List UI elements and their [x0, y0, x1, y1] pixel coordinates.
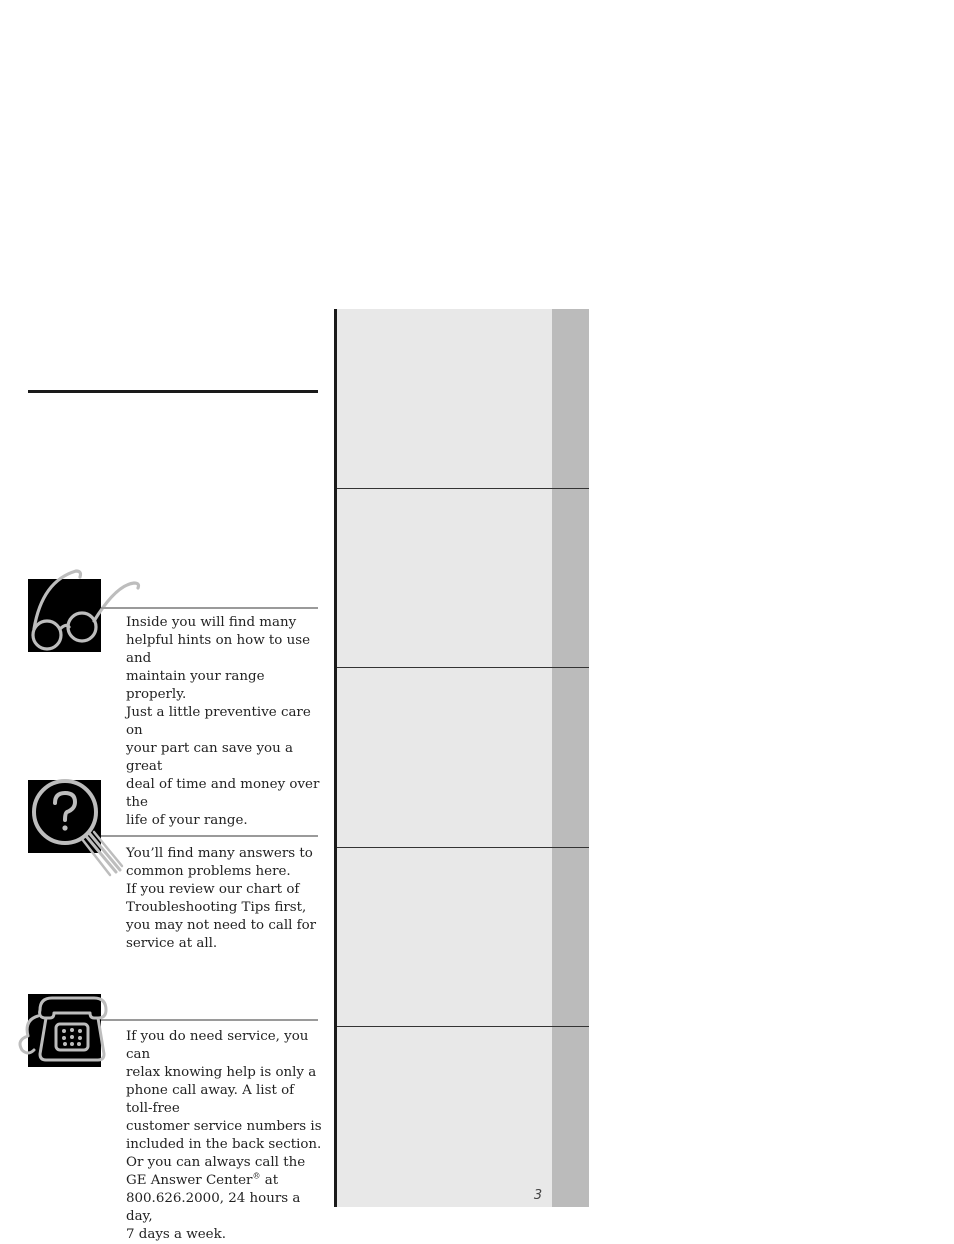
tab-column-dark: [552, 309, 589, 1207]
section-rule: [101, 835, 318, 837]
text-line: Just a little preventive care on: [126, 705, 311, 738]
tab-column-light: [337, 309, 552, 1207]
phone-line: 800.626.2000, 24 hours a day,: [126, 1191, 301, 1224]
eyeglasses-icon: [28, 579, 101, 652]
text-line: service at all.: [126, 936, 218, 951]
text-line: deal of time and money over the: [126, 777, 320, 810]
section-rule: [101, 607, 318, 609]
top-rule: [28, 390, 318, 393]
magnifier-question-icon: [28, 780, 101, 853]
service-paragraph: [126, 1028, 322, 1244]
tab-divider: [337, 488, 589, 489]
text-line: If you do need service, you can: [126, 1029, 309, 1062]
text-line: If you review our chart of: [126, 882, 300, 897]
care-paragraph: [126, 614, 322, 830]
text-line: relax knowing help is only a: [126, 1065, 317, 1080]
text-line: You’ll find many answers to: [126, 846, 313, 861]
text-line: your part can save you a great: [126, 741, 293, 774]
tab-divider: [337, 1026, 589, 1027]
text-line: you may not need to call for: [126, 918, 317, 933]
section-rule: [101, 1019, 318, 1021]
text-line: common problems here.: [126, 864, 291, 879]
text-line: phone call away. A list of toll-free: [126, 1083, 295, 1116]
text-line: included in the back section.: [126, 1137, 322, 1152]
answer-center-line: [126, 1172, 322, 1190]
text-line: customer service numbers is: [126, 1119, 322, 1134]
answer-center-suffix: at: [260, 1173, 279, 1188]
registered-mark: ®: [252, 1171, 261, 1181]
days-line: 7 days a week.: [126, 1227, 226, 1242]
telephone-icon: [28, 994, 101, 1067]
text-line: helpful hints on how to use and: [126, 633, 311, 666]
text-line: Or you can always call the: [126, 1155, 306, 1170]
page-number: 3: [533, 1188, 543, 1203]
text-line: Troubleshooting Tips first,: [126, 900, 307, 915]
tab-divider: [337, 847, 589, 848]
text-line: life of your range.: [126, 813, 248, 828]
text-line: maintain your range properly.: [126, 669, 265, 702]
troubleshooting-paragraph: [126, 845, 322, 953]
text-line: Inside you will find many: [126, 615, 297, 630]
tab-divider: [337, 667, 589, 668]
answer-center-name: GE Answer Center: [126, 1173, 253, 1188]
